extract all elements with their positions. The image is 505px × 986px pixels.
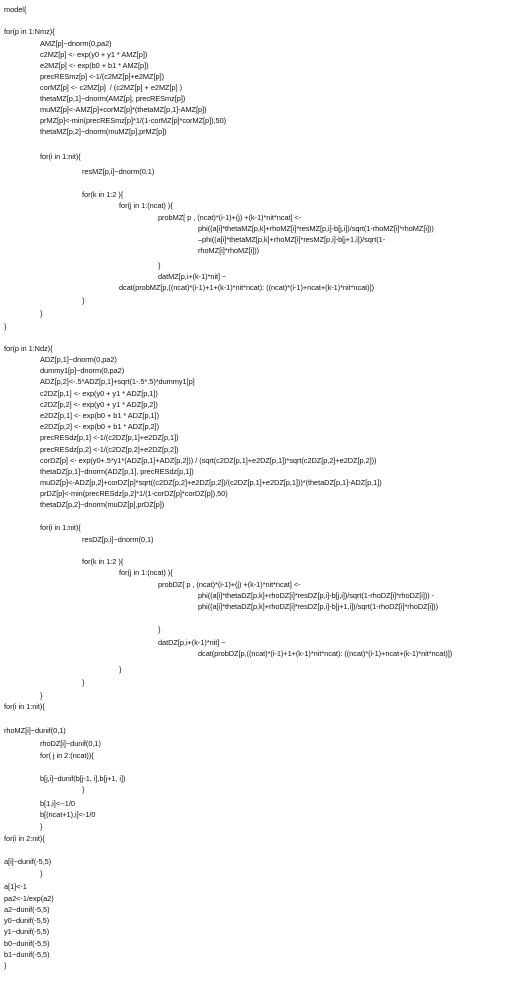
code-line: for(k in 1:2 ){ (82, 190, 124, 199)
code-line: ADZ[p,1]~dnorm(0,pa2) (40, 355, 117, 364)
code-line: resMZ[p,i]~dnorm(0,1) (82, 167, 155, 176)
code-line: datDZ[p,i+(k-1)*nit] ~ (158, 638, 226, 647)
code-line: rhoMZ[i]~dunif(0,1) (4, 726, 66, 735)
code-line: for(i in 2:nit){ (4, 834, 45, 843)
code-line: for(i in 1:nit){ (4, 702, 45, 711)
code-line: precRESdz[p,2] <-1/(c2DZ[p,2]+e2DZ[p,2]) (40, 445, 179, 454)
code-line: } (40, 309, 43, 318)
code-line: e2DZ[p,1] <- exp(b0 + b1 * ADZ[p,1]) (40, 411, 159, 420)
code-line: } (158, 625, 161, 634)
code-line: } (4, 961, 7, 970)
code-line: } (158, 261, 161, 270)
code-line: model{ (4, 5, 27, 14)
code-line: probDZ[ p , (ncat)*(i-1)+(j) +(k-1)*nit*ncat] <- (158, 580, 301, 589)
code-line: } (4, 322, 7, 331)
code-line: a[i]~dunif(-5,5) (4, 857, 52, 866)
code-line: for(j in 1:(ncat) ){ (119, 201, 173, 210)
code-line: phi((a[i]*thetaDZ[p,k]+rhoDZ[i]*resDZ[p,i]-b[j+1,i])/sqrt(1-rhoDZ[i]*rhoDZ[i])) (198, 602, 439, 611)
code-line: b[(ncat+1),i]<-1/0 (40, 810, 96, 819)
code-line: thetaMZ[p,1]~dnorm(AMZ[p], precRESmz[p]) (40, 94, 186, 103)
code-line: phi((a[i]*thetaMZ[p,k]+rhoMZ[i]*resMZ[p,i]-b[j,i])/sqrt(1-rhoMZ[i]*rhoMZ[i])) (198, 224, 434, 233)
code-line: for(i in 1:nit){ (40, 152, 81, 161)
code-line: c2DZ[p,1] <- exp(y0 + y1 * ADZ[p,1]) (40, 389, 158, 398)
code-line: } (40, 869, 43, 878)
code-line: dcat(probDZ[p,((ncat)*(i-1)+1+(k-1)*nit*ncat): ((ncat)*(i-1)+ncat+(k-1)*nit*ncat)]) (198, 649, 453, 658)
code-line: b[1,i]<--1/0 (40, 799, 75, 808)
code-line: e2MZ[p] <- exp(b0 + b1 * AMZ[p]) (40, 61, 149, 70)
code-line: e2DZ[p,2] <- exp(b0 + b1 * ADZ[p,2]) (40, 422, 159, 431)
code-line: b[j,i]~dunif(b[j-1, i],b[j+1, i]) (40, 774, 126, 783)
code-line: datMZ[p,i+(k-1)*nit] ~ (158, 272, 227, 281)
code-line: } (82, 296, 85, 305)
code-line: dcat(probMZ[p,((ncat)*(i-1)+1+(k-1)*nit*ncat): ((ncat)*(i-1)+ncat+(k-1)*nit*ncat)]) (119, 283, 375, 292)
code-line: probMZ[ p , (ncat)*(i-1)+(j) +(k-1)*nit*ncat] <- (158, 213, 302, 222)
code-line: AMZ[p]~dnorm(0,pa2) (40, 39, 112, 48)
code-line: prDZ[p]<-min(precRESdz[p,2]*1/(1-corDZ[p]*corDZ[p]),50) (40, 489, 228, 498)
code-line: for(p in 1:Ndz){ (4, 344, 53, 353)
code-line: c2DZ[p,2] <- exp(y0 + y1 * ADZ[p,2]) (40, 400, 158, 409)
code-line: for( j in 2:(ncat)){ (40, 751, 94, 760)
code-line: } (40, 822, 43, 831)
code-line: ADZ[p,2]<-.5*ADZ[p,1]+sqrt(1-.5*.5)*dummy1[p] (40, 377, 195, 386)
code-line: muMZ[p]<-AMZ[p]+corMZ[p]*(thetaMZ[p,1]-AMZ[p]) (40, 105, 207, 114)
code-line: rhoMZ[i]*rhoMZ[i])) (198, 246, 260, 255)
code-line: corDZ[p] <- exp(y0+.5*y1*(ADZ[p,1]+ADZ[p,2])) / (sqrt(c2DZ[p,1]+e2DZ[p,1])*sqrt(c2DZ[p,2]+e2DZ[p,2])) (40, 456, 377, 465)
code-line: for(i in 1:nit){ (40, 523, 81, 532)
code-line: prMZ[p]<-min(precRESmz[p]*1/(1-corMZ[p]*corMZ[p]),50) (40, 116, 227, 125)
code-line: resDZ[p,i]~dnorm(0,1) (82, 535, 154, 544)
code-line: } (82, 678, 85, 687)
code-line: rhoDZ[i]~dunif(0,1) (40, 739, 101, 748)
code-line: b0~dunif(-5,5) (4, 939, 50, 948)
code-line: for(j in 1:(ncat) ){ (119, 568, 173, 577)
code-line: dummy1[p]~dnorm(0,pa2) (40, 366, 125, 375)
code-line: b1~dunif(-5,5) (4, 950, 50, 959)
code-line: thetaDZ[p,1]~dnorm(ADZ[p,1], precRESdz[p,1]) (40, 467, 194, 476)
code-line: c2MZ[p] <- exp(y0 + y1 * AMZ[p]) (40, 50, 148, 59)
code-line: y0~dunif(-5,5) (4, 916, 50, 925)
code-line: precRESmz[p] <-1/(c2MZ[p]+e2MZ[p]) (40, 72, 164, 81)
code-line: } (119, 665, 122, 674)
code-line: precRESdz[p,1] <-1/(c2DZ[p,1]+e2DZ[p,1]) (40, 433, 179, 442)
code-line: muDZ[p]<-ADZ[p,2]+corDZ[p]*sqrt((c2DZ[p,2]+e2DZ[p,2])/(c2DZ[p,1]+e2DZ[p,1]))*(thetaDZ[p,1]-ADZ[p,1]) (40, 478, 382, 487)
code-line: a2~dunif(-5,5) (4, 905, 50, 914)
code-line: thetaMZ[p,2]~dnorm(muMZ[p],prMZ[p]) (40, 127, 167, 136)
code-line: } (82, 785, 85, 794)
code-line: thetaDZ[p,2]~dnorm(muDZ[p],prDZ[p]) (40, 500, 165, 509)
code-line: a[1]<-1 (4, 882, 27, 891)
code-line: for(k in 1:2 ){ (82, 557, 124, 566)
code-line: for(p in 1:Nmz){ (4, 27, 55, 36)
code-line: pa2<-1/exp(a2) (4, 894, 54, 903)
code-line: phi((a[i]*thetaDZ[p,k]+rhoDZ[i]*resDZ[p,i]-b[j,i])/sqrt(1-rhoDZ[i]*rhoDZ[i])) - (198, 591, 435, 600)
code-line: } (40, 691, 43, 700)
code-line: y1~dunif(-5,5) (4, 927, 50, 936)
code-line: –phi((a[i]*thetaMZ[p,k]+rhoMZ[i]*resMZ[p,i]-b[j+1,i])/sqrt(1- (198, 235, 386, 244)
code-line: corMZ[p] <- c2MZ[p] / (c2MZ[p] + e2MZ[p] ) (40, 83, 182, 92)
